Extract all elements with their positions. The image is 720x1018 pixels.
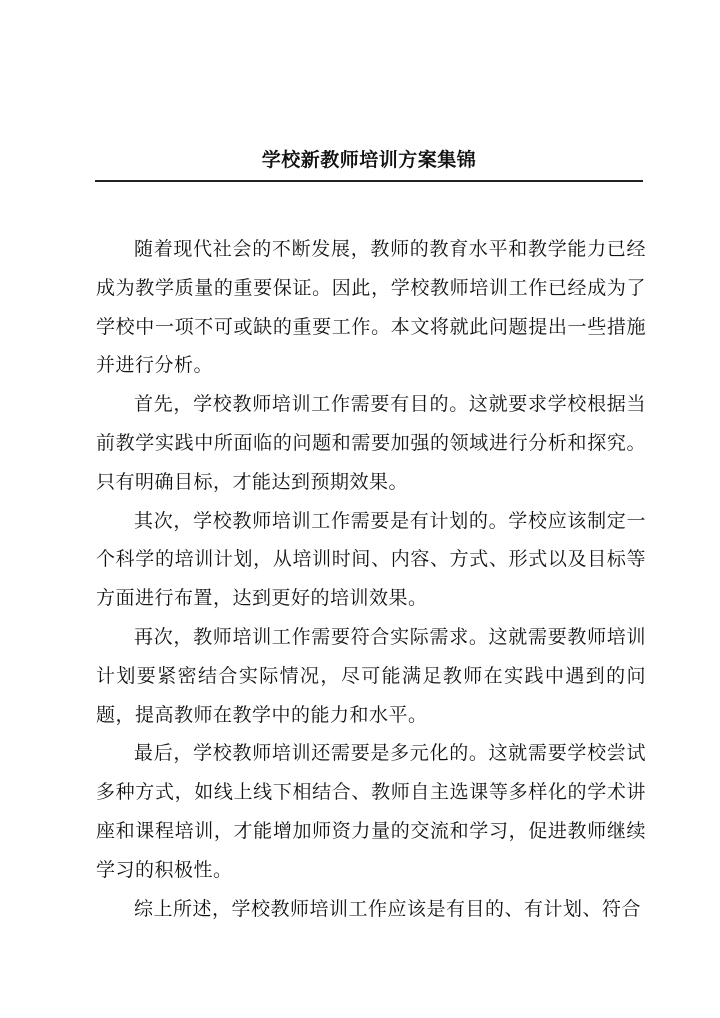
paragraph-second: 其次，学校教师培训工作需要是有计划的。学校应该制定一个科学的培训计划，从培训时间、内容、方式、形式以及目标等方面进行布置，达到更好的培训效果。 [96, 509, 646, 610]
paragraph-summary: 综上所述，学校教师培训工作应该是有目的、有计划、符合 [134, 897, 642, 920]
paragraph-third: 再次，教师培训工作需要符合实际需求。这就需要教师培训计划要紧密结合实际情况，尽可能满足教师在实践中遇到的问题，提高教师在教学中的能力和水平。 [96, 625, 646, 726]
paragraph-intro: 随着现代社会的不断发展，教师的教育水平和教学能力已经成为教学质量的重要保证。因此，学校教师培训工作已经成为了学校中一项不可或缺的重要工作。本文将就此问题提出一些措施并进行分析。 [96, 238, 646, 377]
document-title: 学校新教师培训方案集锦 [261, 149, 477, 171]
title-underline [95, 180, 643, 182]
paragraph-last: 最后，学校教师培训还需要是多元化的。这就需要学校尝试多种方式，如线上线下相结合、教师自主选课等多样化的学术讲座和课程培训，才能增加师资力量的交流和学习，促进教师继续学习的积极性。 [96, 742, 646, 881]
document-body [96, 230, 646, 928]
paragraph-first: 首先，学校教师培训工作需要有目的。这就要求学校根据当前教学实践中所面临的问题和需要加强的领域进行分析和探究。只有明确目标，才能达到预期效果。 [96, 393, 646, 493]
